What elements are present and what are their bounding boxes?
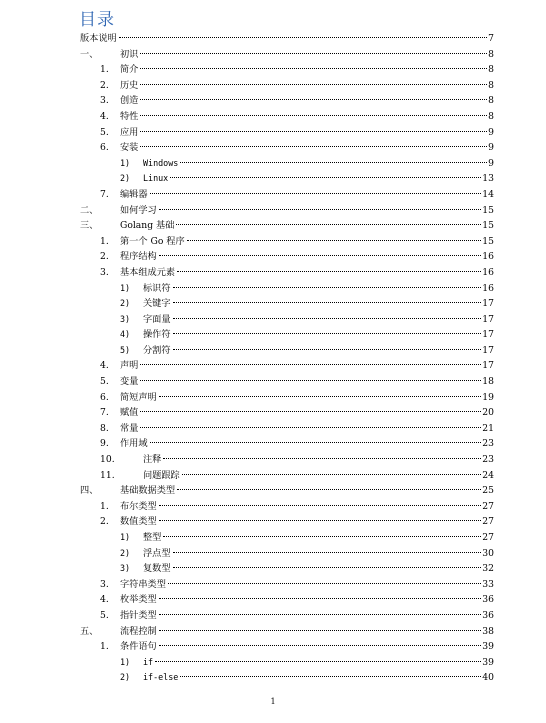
toc-entry-page: 13 <box>482 173 494 185</box>
toc-entry-page: 16 <box>482 282 494 294</box>
toc-entry[interactable] <box>80 93 494 109</box>
toc-entry[interactable] <box>80 436 494 452</box>
toc-entry[interactable] <box>80 78 494 94</box>
dot-leader <box>140 115 487 116</box>
toc-entry-number: 4. <box>100 594 109 606</box>
toc-entry-title: 基础数据类型 <box>120 485 176 497</box>
toc-entry-number: 7. <box>100 188 109 200</box>
toc-entry-title: Windows <box>143 157 179 168</box>
toc-entry-page: 32 <box>482 563 494 575</box>
dot-leader <box>150 193 482 194</box>
toc-entry-page: 8 <box>488 79 494 91</box>
dot-leader <box>159 520 482 521</box>
toc-entry[interactable] <box>80 327 494 343</box>
toc-entry[interactable] <box>80 203 494 219</box>
dot-leader <box>173 333 482 334</box>
toc-entry-number: 1. <box>100 235 109 247</box>
toc-entry[interactable] <box>80 296 494 312</box>
toc-entry-number: 8. <box>100 422 109 434</box>
toc-entry-number: 3. <box>100 95 109 107</box>
toc-entry[interactable] <box>80 608 494 624</box>
page-title: 目录 <box>79 10 115 30</box>
toc-entry-title: 编辑器 <box>120 188 148 200</box>
toc-entry-page: 16 <box>482 251 494 263</box>
dot-leader <box>177 489 481 490</box>
toc-entry-number: 2) <box>120 173 131 184</box>
toc-entry[interactable] <box>80 31 494 47</box>
dot-leader <box>173 318 482 319</box>
dot-leader <box>159 645 482 646</box>
toc-entry[interactable] <box>80 405 494 421</box>
toc-entry-page: 30 <box>482 547 494 559</box>
dot-leader <box>173 302 482 303</box>
toc-entry-title: 标识符 <box>143 282 171 294</box>
toc-entry[interactable] <box>80 639 494 655</box>
toc-entry-page: 9 <box>488 142 494 154</box>
toc-entry-number: 11. <box>100 469 115 481</box>
toc-entry-title: 创造 <box>120 95 139 107</box>
toc-entry-title: 操作符 <box>143 329 171 341</box>
toc-entry-title: 条件语句 <box>120 641 157 653</box>
toc-entry-page: 27 <box>482 516 494 528</box>
dot-leader <box>177 271 481 272</box>
toc-entry-title: 布尔类型 <box>120 500 157 512</box>
toc-entry-page: 7 <box>488 33 494 44</box>
dot-leader <box>159 209 482 210</box>
toc-entry-title: Golang 基础 <box>120 220 175 232</box>
dot-leader <box>155 661 481 662</box>
toc-entry-number: 1. <box>100 500 109 512</box>
toc-entry-page: 16 <box>482 266 494 278</box>
toc-entry[interactable] <box>80 125 494 141</box>
toc-entry-number: 5. <box>100 126 109 138</box>
toc-entry-number: 7. <box>100 407 109 419</box>
toc-entry-title: 简短声明 <box>120 391 157 403</box>
toc-entry[interactable] <box>80 468 494 484</box>
toc-entry-page: 23 <box>482 438 494 450</box>
dot-leader <box>159 505 482 506</box>
toc-entry[interactable] <box>80 499 494 515</box>
dot-leader <box>159 598 482 599</box>
toc-entry[interactable] <box>80 374 494 390</box>
toc-entry-title: 基本组成元素 <box>120 266 176 278</box>
toc-entry-page: 20 <box>482 407 494 419</box>
toc-entry-page: 8 <box>488 48 494 60</box>
dot-leader <box>163 458 481 459</box>
dot-leader <box>163 536 481 537</box>
dot-leader <box>140 99 487 100</box>
toc-entry-page: 36 <box>482 609 494 621</box>
toc-entry-title: 浮点型 <box>143 547 171 559</box>
dot-leader <box>159 630 482 631</box>
toc-entry-title: 复数型 <box>143 563 171 575</box>
toc-entry-number: 3) <box>120 563 131 574</box>
toc-entry-number: 6. <box>100 391 109 403</box>
toc-entry-page: 18 <box>482 376 494 388</box>
toc-entry[interactable] <box>80 109 494 125</box>
toc-entry[interactable] <box>80 390 494 406</box>
toc-entry-number: 4. <box>100 110 109 122</box>
toc-entry-title: 常量 <box>120 422 139 434</box>
dot-leader <box>140 68 487 69</box>
toc-entry-page: 17 <box>482 313 494 325</box>
toc-entry-number: 4) <box>120 329 131 340</box>
toc-entry-title: 数值类型 <box>120 516 157 528</box>
toc-entry[interactable] <box>80 514 494 530</box>
toc-entry[interactable] <box>80 452 494 468</box>
dot-leader <box>173 552 482 553</box>
toc-entry[interactable] <box>80 670 494 686</box>
dot-leader <box>150 442 482 443</box>
toc-entry-page: 8 <box>488 110 494 122</box>
toc-entry-number: 5) <box>120 344 131 355</box>
dot-leader <box>168 583 481 584</box>
toc-entry-page: 33 <box>482 578 494 590</box>
toc-entry-number: 2) <box>120 547 131 558</box>
toc-entry-page: 8 <box>488 64 494 76</box>
toc-entry-page: 25 <box>482 485 494 497</box>
toc-entry-number: 10. <box>100 454 115 466</box>
toc-entry-page: 9 <box>488 157 494 169</box>
toc-entry-page: 40 <box>482 672 494 684</box>
toc-entry-title: 指针类型 <box>120 609 157 621</box>
toc-entry-number: 1) <box>120 282 131 293</box>
toc-entry-page: 17 <box>482 329 494 341</box>
dot-leader <box>140 131 487 132</box>
toc-entry[interactable] <box>80 592 494 608</box>
toc-entry-title: 关键字 <box>143 298 171 310</box>
toc-entry-number: 2) <box>120 672 131 683</box>
toc-entry[interactable] <box>80 561 494 577</box>
dot-leader <box>119 37 487 38</box>
toc-entry[interactable] <box>80 265 494 281</box>
toc-entry-number: 2) <box>120 298 131 309</box>
toc-entry-number: 3. <box>100 266 109 278</box>
toc-entry-number: 6. <box>100 142 109 154</box>
toc-entry-title: 应用 <box>120 126 139 138</box>
toc-entry-page: 39 <box>482 656 494 668</box>
toc-entry-title: 初识 <box>120 48 139 60</box>
toc-entry-number: 五、 <box>80 625 99 637</box>
toc-entry-number: 9. <box>100 438 109 450</box>
dot-leader <box>173 349 482 350</box>
toc-entry-page: 23 <box>482 454 494 466</box>
toc-entry[interactable] <box>80 483 494 499</box>
toc-entry-page: 17 <box>482 344 494 356</box>
toc-entry-page: 39 <box>482 641 494 653</box>
toc-entry-number: 三、 <box>80 220 99 232</box>
toc-entry-title: 历史 <box>120 79 139 91</box>
dot-leader <box>159 255 482 256</box>
toc-entry[interactable] <box>80 343 494 359</box>
toc-entry[interactable] <box>80 655 494 671</box>
toc-entry-title: Linux <box>143 173 169 184</box>
toc-entry[interactable] <box>80 47 494 63</box>
dot-leader <box>180 162 487 163</box>
toc-entry-title: 特性 <box>120 110 139 122</box>
dot-leader <box>140 84 487 85</box>
dot-leader <box>140 427 481 428</box>
toc-entry[interactable] <box>80 62 494 78</box>
toc-entry-page: 9 <box>488 126 494 138</box>
toc-entry[interactable] <box>80 624 494 640</box>
toc-entry-page: 15 <box>482 204 494 216</box>
toc-entry[interactable] <box>80 249 494 265</box>
dot-leader <box>140 146 487 147</box>
dot-leader <box>173 567 482 568</box>
toc-entry-number: 3. <box>100 578 109 590</box>
dot-leader <box>170 177 481 178</box>
dot-leader <box>140 411 481 412</box>
toc-entry[interactable] <box>80 140 494 156</box>
toc-entry-title: 版本说明 <box>80 33 117 44</box>
toc-entry-title: 字面量 <box>143 313 171 325</box>
toc-entry[interactable] <box>80 156 494 172</box>
toc-entry-number: 3) <box>120 313 131 324</box>
toc-entry-number: 5. <box>100 609 109 621</box>
dot-leader <box>140 53 487 54</box>
toc-entry-page: 15 <box>482 220 494 232</box>
toc-entry[interactable] <box>80 312 494 328</box>
toc-entry[interactable] <box>80 421 494 437</box>
toc-entry-title: 分割符 <box>143 344 171 356</box>
toc-entry-page: 27 <box>482 500 494 512</box>
toc-entry-number: 二、 <box>80 204 99 216</box>
dot-leader <box>176 224 481 225</box>
toc-entry-title: 流程控制 <box>120 625 157 637</box>
toc-entry-number: 2. <box>100 516 109 528</box>
toc-entry[interactable] <box>80 358 494 374</box>
dot-leader <box>180 676 481 677</box>
toc-entry[interactable] <box>80 234 494 250</box>
toc-entry-page: 21 <box>482 422 494 434</box>
toc-entry[interactable] <box>80 187 494 203</box>
toc-entry-title: 注释 <box>143 454 162 466</box>
toc-entry-title: 程序结构 <box>120 251 157 263</box>
toc-entry-page: 24 <box>482 469 494 481</box>
toc-entry-title: 字符串类型 <box>120 578 166 590</box>
toc-entry-title: if-else <box>143 672 179 683</box>
dot-leader <box>159 614 482 615</box>
dot-leader <box>159 396 482 397</box>
toc-entry-title: 变量 <box>120 376 139 388</box>
toc-entry-title: 作用域 <box>120 438 148 450</box>
toc-entry-title: 枚举类型 <box>120 594 157 606</box>
toc-entry[interactable] <box>80 577 494 593</box>
toc-entry-number: 2. <box>100 251 109 263</box>
toc-entry-number: 1) <box>120 656 131 667</box>
toc-entry[interactable] <box>80 171 494 187</box>
toc-entry[interactable] <box>80 530 494 546</box>
dot-leader <box>140 380 481 381</box>
toc-entry-number: 1) <box>120 532 131 542</box>
toc-entry-title: if <box>143 656 154 667</box>
toc-entry[interactable] <box>80 546 494 562</box>
toc-entry-number: 4. <box>100 360 109 372</box>
toc-entry-number: 1. <box>100 64 109 76</box>
toc-entry-page: 15 <box>482 235 494 247</box>
toc-entry-page: 14 <box>482 188 494 200</box>
toc-entry-number: 5. <box>100 376 109 388</box>
toc-entry-page: 17 <box>482 360 494 372</box>
toc-entry-page: 19 <box>482 391 494 403</box>
toc-entry-title: 第一个 Go 程序 <box>120 235 185 247</box>
toc-entry-page: 17 <box>482 298 494 310</box>
toc-entry-page: 38 <box>482 625 494 637</box>
dot-leader <box>187 240 482 241</box>
toc-entry-title: 安装 <box>120 142 139 154</box>
toc-entry-title: 声明 <box>120 360 139 372</box>
dot-leader <box>140 364 481 365</box>
toc-entry[interactable] <box>80 281 494 297</box>
toc-entry-page: 27 <box>482 532 494 543</box>
toc-entry-title: 赋值 <box>120 407 139 419</box>
toc-entry-number: 2. <box>100 79 109 91</box>
toc-entry-page: 36 <box>482 594 494 606</box>
dot-leader <box>173 287 482 288</box>
toc-entry[interactable] <box>80 218 494 234</box>
toc-entry-title: 整型 <box>143 532 162 543</box>
toc-entry-title: 简介 <box>120 64 139 76</box>
table-of-contents <box>80 31 494 686</box>
toc-entry-number: 1. <box>100 641 109 653</box>
toc-entry-page: 8 <box>488 95 494 107</box>
page-number: 1 <box>270 697 276 706</box>
toc-entry-title: 如何学习 <box>120 204 157 216</box>
toc-entry-number: 1) <box>120 157 131 168</box>
toc-entry-number: 一、 <box>80 48 99 60</box>
dot-leader <box>182 474 482 475</box>
toc-entry-title: 问题跟踪 <box>143 469 180 481</box>
toc-entry-number: 四、 <box>80 485 99 497</box>
